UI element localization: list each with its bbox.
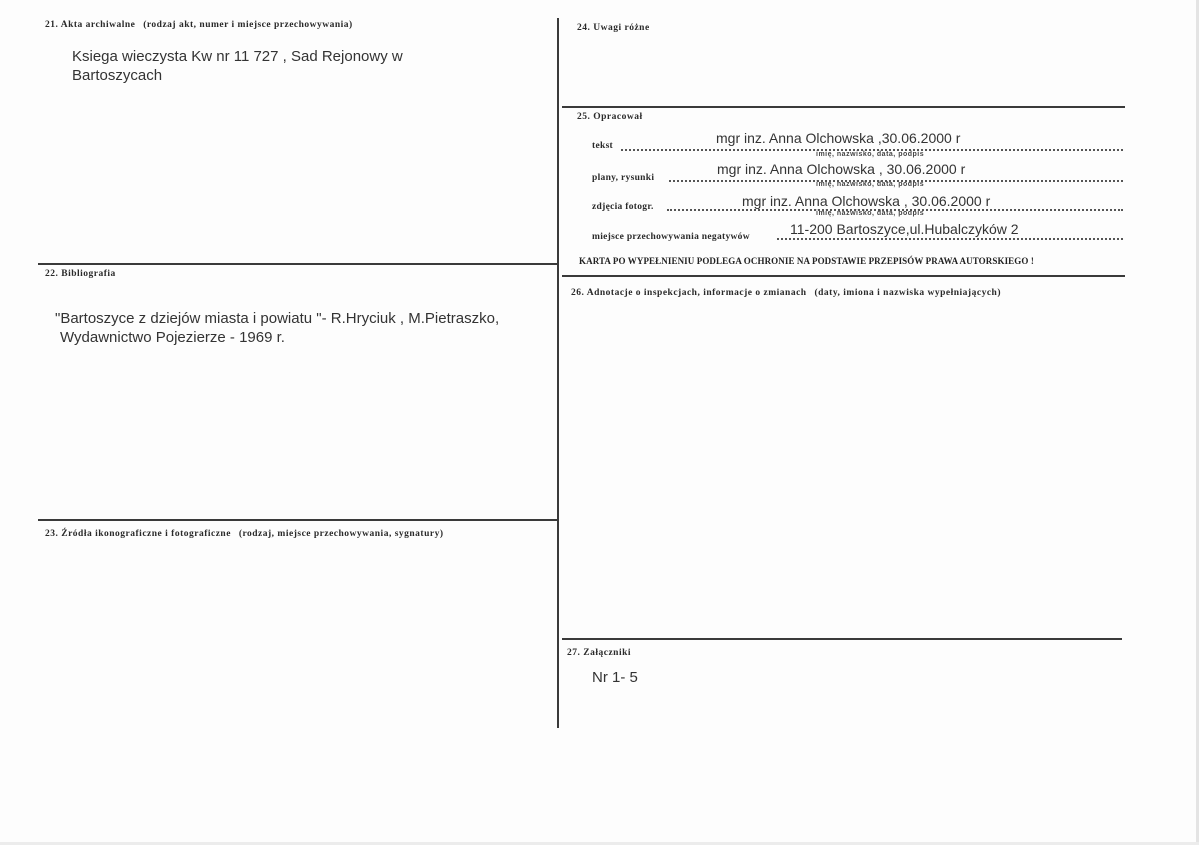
section-27-header — [567, 648, 631, 658]
section-26-title: 26. Adnotacje o inspekcjach, informacje o zmianach — [571, 288, 807, 298]
divider-26-27 — [562, 638, 1122, 640]
section-22-content — [55, 309, 499, 347]
row-value-negatywy: 11-200 Bartoszyce,ul.Hubalczyków 2 — [790, 221, 1019, 237]
center-divider — [557, 18, 559, 728]
section-26-subtitle: (daty, imiona i nazwiska wypełniających) — [814, 288, 1001, 298]
section-22-line-1: "Bartoszyce z dziejów miasta i powiatu "- R.Hryciuk , M.Pietraszko, — [55, 310, 500, 327]
row-label-zdjecia: zdjęcia fotogr. — [592, 202, 654, 212]
divider-24-25 — [562, 106, 1125, 108]
section-23-subtitle: (rodzaj, miejsce przechowywania, sygnatury) — [238, 529, 444, 539]
section-21-content — [72, 47, 403, 85]
row-hint-zdjecia: imię, nazwisko, data, podpis — [816, 210, 925, 217]
row-dots-negatywy — [777, 238, 1123, 240]
section-22-title: 22. Bibliografia — [45, 269, 116, 279]
section-26-header — [571, 288, 1001, 298]
divider-25-26 — [562, 275, 1125, 277]
row-hint-plany: imię, nazwisko, data, podpis — [816, 181, 925, 188]
section-25-title: 25. Opracował — [577, 112, 643, 122]
row-hint-tekst: imię, nazwisko, data, podpis — [816, 151, 925, 158]
section-22-line-2: Wydawnictwo Pojezierze - 1969 r. — [60, 329, 285, 346]
section-21-line-1: Ksiega wieczysta Kw nr 11 727 , Sad Rejonowy w — [72, 48, 403, 65]
section-22-header — [45, 269, 116, 279]
section-24-title: 24. Uwagi różne — [577, 23, 650, 33]
section-27-value: Nr 1- 5 — [592, 669, 638, 686]
section-21-header — [45, 20, 353, 30]
row-value-zdjecia: mgr inz. Anna Olchowska , 30.06.2000 r — [742, 193, 991, 209]
row-label-tekst: tekst — [592, 141, 614, 151]
row-value-plany: mgr inz. Anna Olchowska , 30.06.2000 r — [717, 161, 966, 177]
row-label-negatywy: miejsce przechowywania negatywów — [592, 232, 750, 242]
section-21-line-2: Bartoszycach — [72, 67, 163, 84]
divider-21-22 — [38, 263, 558, 265]
row-label-plany: plany, rysunki — [592, 173, 655, 183]
section-21-title: 21. Akta archiwalne — [45, 20, 136, 30]
copyright-notice: KARTA PO WYPEŁNIENIU PODLEGA OCHRONIE NA PODSTAWIE PRZEPISÓW PRAWA AUTORSKIEGO ! — [579, 256, 1034, 266]
section-27-title: 27. Załączniki — [567, 648, 632, 658]
divider-22-23 — [38, 519, 558, 521]
section-23-header — [45, 529, 444, 539]
section-23-title: 23. Źródła ikonograficzne i fotograficzne — [45, 529, 231, 539]
section-25-header — [577, 112, 643, 122]
section-21-subtitle: (rodzaj akt, numer i miejsce przechowywania) — [143, 20, 353, 30]
row-value-tekst: mgr inz. Anna Olchowska ,30.06.2000 r — [716, 130, 961, 146]
section-24-header — [577, 23, 650, 33]
